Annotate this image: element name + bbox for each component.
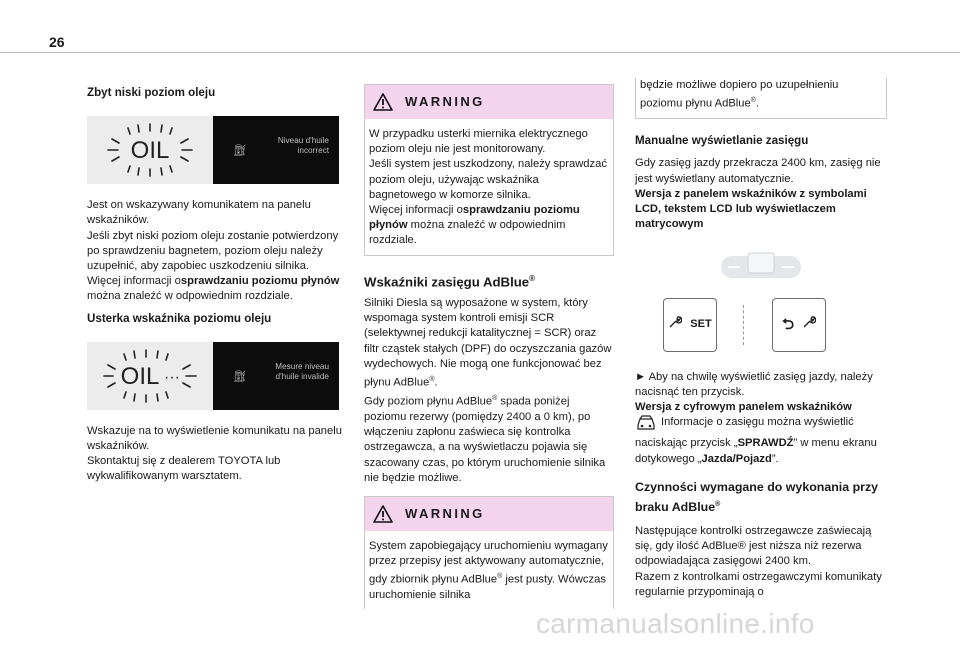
paragraph: Więcej informacji osprawdzaniu poziomu płynów można znaleźć w odpowiednim rozdziale. <box>87 275 340 303</box>
warning-title: WARNING <box>405 94 485 110</box>
warning-box-continued <box>635 78 887 119</box>
paragraph: Skontaktuj się z dealerem TOYOTA lub wykwalifikowanym warsztatem. <box>87 455 281 483</box>
page-number: 26 <box>49 34 65 50</box>
car-info-icon <box>635 415 661 436</box>
warning-header <box>365 497 613 531</box>
column-1 <box>87 84 342 485</box>
set-button[interactable] <box>663 298 717 352</box>
paragraph: Gdy poziom płynu AdBlue® spada poniżej poziomu rezerwy (pomiędzy 2400 a 0 km), po włączeniu zapłonu zaświeca się kontrolka ostrzegawcza, a na wyświetlaczu pojawia się szacowany czas, po którym uruchomienie silnika nie będzie możliwe. <box>364 394 606 484</box>
display-message: Niveau d'huile incorrect <box>277 136 329 156</box>
paragraph: ► Aby na chwilę wyświetlić zasięg jazdy, należy nacisnąć ten przycisk. <box>635 370 873 398</box>
back-settings-button[interactable] <box>772 298 826 352</box>
paragraph: Informacje o zasięgu można wyświetlić naciskając przycisk „SPRAWDŹ” w menu ekranu dotykowego „Jazda/Pojazd”. <box>635 416 877 465</box>
oil-panel-fault <box>87 342 339 410</box>
column-3 <box>635 79 887 600</box>
paragraph: Następujące kontrolki ostrzegawcze zaświecają się, gdy ilość AdBlue® jest niższa niż rezerwa odpowiadająca zasięgowi 2400 km. <box>635 524 872 568</box>
oil-display-screen <box>213 116 339 184</box>
oil-warning-light <box>87 342 213 410</box>
oil-can-icon: ⛽︎ <box>233 145 247 158</box>
oil-light-icon <box>102 122 198 178</box>
paragraph: Jeśli zbyt niski poziom oleju zostanie potwierdzony po sprawdzeniu bagnetem, poziom oleju należy uzupełnić, aby zapobiec uszkodzeniu silnika. <box>87 229 339 273</box>
paragraph: System zapobiegający uruchomieniu wymagany przez przepisy jest aktywowany automatycznie, gdy zbiornik płynu AdBlue® jest pusty. Wówczas uruchomienie silnika <box>369 539 608 602</box>
wrench-icon <box>802 315 816 334</box>
oil-warning-light <box>87 116 213 184</box>
heading-adblue: Wskaźniki zasięgu AdBlue® <box>364 273 536 290</box>
svg-text:···: ··· <box>164 368 180 386</box>
oil-panel-low <box>87 116 339 184</box>
paragraph: Razem z kontrolkami ostrzegawczymi komunikaty regularnie przypominają o <box>635 570 882 598</box>
warning-title: WARNING <box>405 506 485 522</box>
svg-text:OIL: OIL <box>120 362 160 390</box>
warning-header <box>365 85 613 119</box>
paragraph: Wersja z cyfrowym panelem wskaźników <box>635 400 852 413</box>
oil-display-screen <box>213 342 339 410</box>
oil-can-icon: ⛽︎ <box>233 370 247 383</box>
wrench-icon <box>668 315 682 334</box>
warning-box-1 <box>364 84 614 256</box>
paragraph: Jest on wskazywany komunikatem na panelu wskaźników. <box>87 199 311 227</box>
warning-body <box>365 119 613 255</box>
set-label: SET <box>690 317 712 330</box>
warning-box-2 <box>364 496 614 610</box>
heading-oil-fault: Usterka wskaźnika poziomu oleju <box>87 311 272 325</box>
display-message: Mesure niveau d'huile invalide <box>275 361 329 381</box>
watermark: carmanualsonline.info <box>536 608 815 639</box>
svg-text:OIL: OIL <box>130 137 170 165</box>
warning-triangle-icon <box>373 505 393 523</box>
paragraph: W przypadku usterki miernika elektrycznego poziom oleju nie jest monitorowany. <box>369 128 588 156</box>
paragraph: będzie możliwe dopiero po uzupełnieniu poziomu płynu AdBlue®. <box>640 79 839 110</box>
paragraph: Silniki Diesla są wyposażone w system, który wspomaga system kontroli emisji SCR (selektywnej redukcji katalitycznej = SCR) oraz filtr cząstek stałych (DPF) do oczyszczania gazów wydechowych. Nie mogą one funkcjonować bez płynu AdBlue®. <box>364 297 612 389</box>
warning-body <box>365 531 613 610</box>
column-2 <box>364 84 614 609</box>
heading-low-oil: Zbyt niski poziom oleju <box>87 86 216 99</box>
oil-light-icon <box>100 348 200 404</box>
heading-adblue-actions: Czynności wymagane do wykonania przy braku AdBlue® <box>635 479 879 514</box>
instrument-cluster-icon <box>720 252 887 287</box>
button-row <box>663 298 887 352</box>
paragraph: Więcej informacji osprawdzaniu poziomu płynów można znaleźć w odpowiednim rozdziale. <box>369 204 580 247</box>
paragraph: Wersja z panelem wskaźników z symbolami LCD, tekstem LCD lub wyświetlaczem matrycowym <box>635 187 867 231</box>
paragraph: Jeśli system jest uszkodzony, należy sprawdzać poziom oleju, używając wskaźnika bagnetowego w komorze silnika. <box>369 158 607 201</box>
heading-manual-range: Manualne wyświetlanie zasięgu <box>635 134 809 148</box>
back-arrow-icon: ⮌ <box>781 315 794 333</box>
paragraph: Wskazuje na to wyświetlenie komunikatu na panelu wskaźników. <box>87 424 342 453</box>
warning-triangle-icon <box>373 93 393 111</box>
header-divider <box>0 52 960 53</box>
divider <box>743 305 746 345</box>
paragraph: Gdy zasięg jazdy przekracza 2400 km, zasięg nie jest wyświetlany automatycznie. <box>635 157 881 185</box>
